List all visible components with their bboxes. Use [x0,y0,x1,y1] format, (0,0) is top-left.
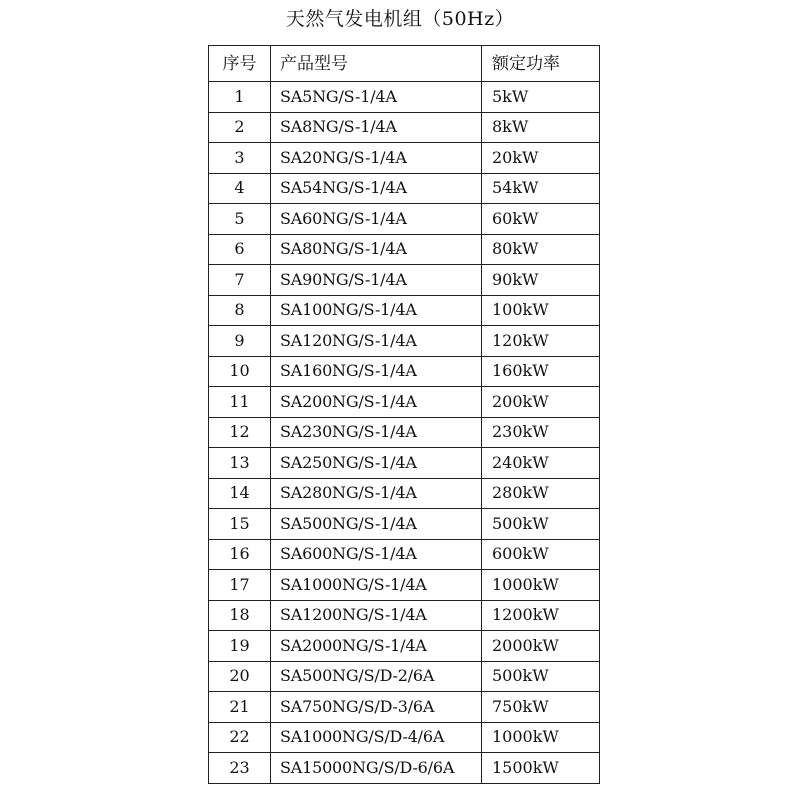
row-index: 13 [209,448,271,479]
row-power: 60kW [482,204,600,235]
row-index: 6 [209,234,271,265]
row-model: SA54NG/S-1/4A [271,173,482,204]
header-index: 序号 [209,46,271,82]
table-row [209,82,600,113]
row-power: 1000kW [482,570,600,601]
row-index: 10 [209,356,271,387]
table-row [209,448,600,479]
generator-spec-table [208,45,600,784]
row-power: 1000kW [482,722,600,753]
row-index: 18 [209,600,271,631]
row-power: 90kW [482,265,600,296]
table-row [209,326,600,357]
row-model: SA60NG/S-1/4A [271,204,482,235]
table-row [209,661,600,692]
row-index: 9 [209,326,271,357]
row-model: SA80NG/S-1/4A [271,234,482,265]
row-power: 2000kW [482,631,600,662]
row-power: 200kW [482,387,600,418]
row-index: 19 [209,631,271,662]
table-row [209,204,600,235]
row-model: SA600NG/S-1/4A [271,539,482,570]
row-model: SA1000NG/S/D-4/6A [271,722,482,753]
page-title: 天然气发电机组（50Hz） [285,8,515,30]
row-power: 500kW [482,661,600,692]
table-header-row [209,46,600,82]
row-index: 15 [209,509,271,540]
row-model: SA500NG/S-1/4A [271,509,482,540]
row-index: 8 [209,295,271,326]
row-power: 1500kW [482,753,600,784]
row-model: SA250NG/S-1/4A [271,448,482,479]
table-row [209,570,600,601]
row-power: 8kW [482,112,600,143]
row-index: 3 [209,143,271,174]
table-body [209,82,600,784]
row-power: 120kW [482,326,600,357]
row-model: SA8NG/S-1/4A [271,112,482,143]
row-power: 750kW [482,692,600,723]
row-model: SA200NG/S-1/4A [271,387,482,418]
row-model: SA20NG/S-1/4A [271,143,482,174]
table-row [209,112,600,143]
row-model: SA100NG/S-1/4A [271,295,482,326]
row-index: 20 [209,661,271,692]
row-index: 2 [209,112,271,143]
row-index: 1 [209,82,271,113]
row-power: 230kW [482,417,600,448]
header-power: 额定功率 [482,46,600,82]
table-row [209,600,600,631]
table-row [209,692,600,723]
row-index: 4 [209,173,271,204]
header-model: 产品型号 [271,46,482,82]
row-index: 23 [209,753,271,784]
row-index: 14 [209,478,271,509]
row-model: SA160NG/S-1/4A [271,356,482,387]
row-power: 100kW [482,295,600,326]
row-power: 280kW [482,478,600,509]
row-power: 240kW [482,448,600,479]
row-index: 7 [209,265,271,296]
row-power: 1200kW [482,600,600,631]
row-model: SA1000NG/S-1/4A [271,570,482,601]
row-index: 17 [209,570,271,601]
row-power: 80kW [482,234,600,265]
row-index: 11 [209,387,271,418]
row-index: 12 [209,417,271,448]
table-row [209,387,600,418]
table-row [209,417,600,448]
table-row [209,234,600,265]
row-power: 54kW [482,173,600,204]
row-model: SA1200NG/S-1/4A [271,600,482,631]
table-row [209,143,600,174]
row-model: SA280NG/S-1/4A [271,478,482,509]
row-model: SA90NG/S-1/4A [271,265,482,296]
row-model: SA5NG/S-1/4A [271,82,482,113]
row-power: 160kW [482,356,600,387]
table-row [209,509,600,540]
row-model: SA120NG/S-1/4A [271,326,482,357]
row-power: 600kW [482,539,600,570]
row-model: SA2000NG/S-1/4A [271,631,482,662]
row-index: 5 [209,204,271,235]
table-row [209,631,600,662]
row-index: 22 [209,722,271,753]
row-model: SA15000NG/S/D-6/6A [271,753,482,784]
table-row [209,295,600,326]
table-row [209,356,600,387]
row-index: 16 [209,539,271,570]
row-index: 21 [209,692,271,723]
table-row [209,478,600,509]
row-power: 5kW [482,82,600,113]
row-model: SA230NG/S-1/4A [271,417,482,448]
table-row [209,173,600,204]
table-row [209,753,600,784]
row-power: 500kW [482,509,600,540]
table-row [209,539,600,570]
row-model: SA750NG/S/D-3/6A [271,692,482,723]
row-power: 20kW [482,143,600,174]
table-row [209,722,600,753]
table-row [209,265,600,296]
row-model: SA500NG/S/D-2/6A [271,661,482,692]
